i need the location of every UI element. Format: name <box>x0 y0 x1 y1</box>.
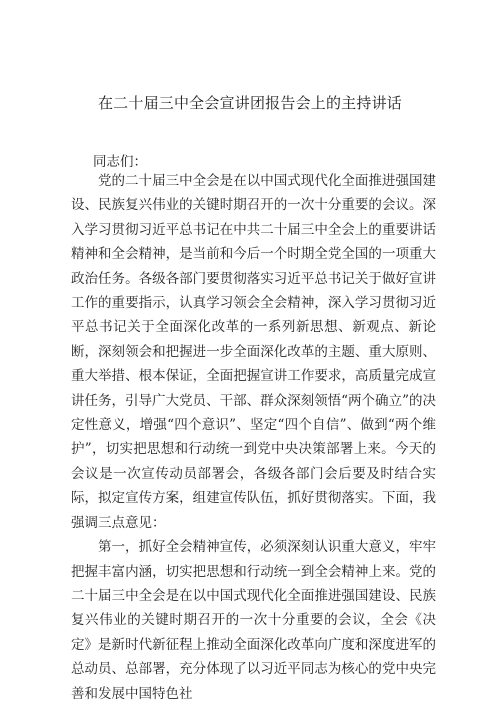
salutation: 同志们： <box>93 154 147 170</box>
document-body <box>71 169 436 706</box>
document-title: 在二十届三中全会宣讲团报告会上的主持讲话 <box>97 94 402 112</box>
paragraph: 党的二十届三中全会是在以中国式现代化全面推进强国建设、民族复兴伟业的关键时期召开的一次十分重要的会议。深入学习贯彻习近平总书记在中共二十届三中全会上的重要讲话精神和全会精神，是当前和今后一个时期全党全国的一项重大政治任务。各级各部门要贯彻落实习近平总书记关于做好宣讲工作的重要指示，认真学习领会全会精神，深入学习贯彻习近平总书记关于全面深化改革的一系列新思想、新观点、新论断，深刻领会和把握进一步全面深化改革的主题、重大原则、重大举措、根本保证，全面把握宣讲工作要求，高质量完成宣讲任务，引导广大党员、干部、群众深刻领悟“两个确立”的决定性意义，增强“四个意识”、坚定“四个自信”、做到“两个维护”，切实把思想和行动统一到党中央决策部署上来。今天的会议是一次宣传动员部署会，各级各部门会后要及时结合实际，拟定宣传方案，组建宣传队伍，抓好贯彻落实。下面，我强调三点意见： <box>71 173 436 531</box>
paragraph: 第一，抓好全会精神宣传，必须深刻认识重大意义，牢牢把握丰富内涵，切实把思想和行动统一到全会精神上来。党的二十届三中全会是在以中国式现代化全面推进强国建设、民族复兴伟业的关键时期召开的一次十分重要的会议，全会《决定》是新时代新征程上推动全面深化改革向广度和深度进军的总动员、总部署，充分体现了以习近平同志为核心的党中央完善和发展中国特色社 <box>71 539 436 702</box>
